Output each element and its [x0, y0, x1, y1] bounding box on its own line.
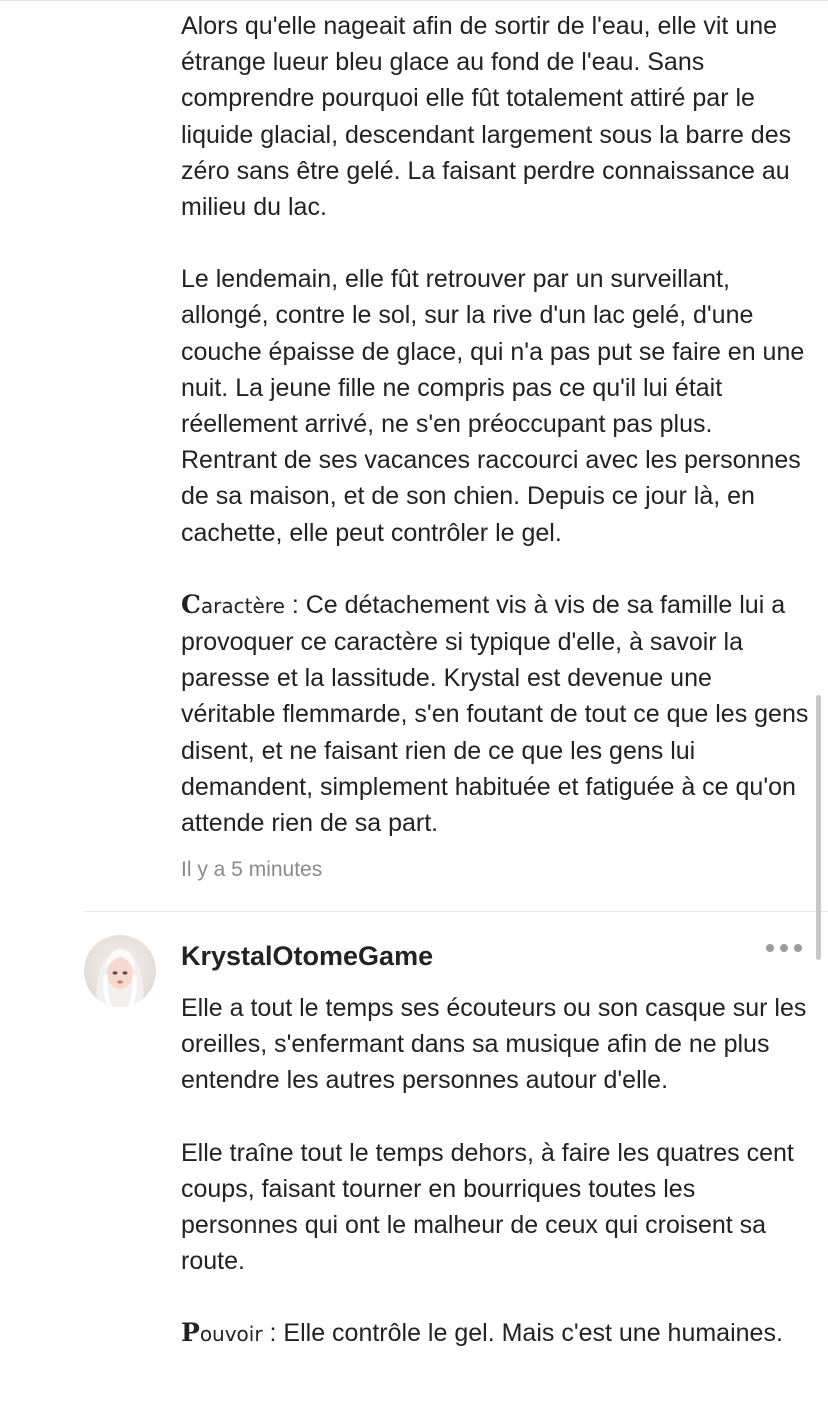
- dot: [794, 944, 802, 952]
- scrollbar-thumb[interactable]: [816, 695, 821, 960]
- comment-paragraph: Elle a tout le temps ses écouteurs ou son casque sur les oreilles, s'enfermant dans sa musique afin de ne plus entendre les autres personnes autour d'elle.: [181, 994, 807, 1095]
- dot: [780, 944, 788, 952]
- more-horizontal-icon[interactable]: [766, 938, 806, 958]
- comment-paragraph-caractere: Caractère : Ce détachement vis à vis de sa famille lui a provoquer ce caractère si typique d'elle, à savoir la paresse et la lassitude. Krystal est devenue une véritable flemmarde, s'en foutant de tout ce que les gens disent, et ne faisant rien de ce que les gens lui demandent, simplement habituée et fatiguée à ce qu'on attende rien de sa part.: [181, 589, 809, 838]
- comment-username[interactable]: KrystalOtomeGame: [181, 941, 434, 971]
- top-border: [0, 0, 828, 1]
- comment-timestamp: Il y a 5 minutes: [181, 858, 323, 881]
- dot: [766, 944, 774, 952]
- caractere-label: Caractère: [181, 589, 285, 619]
- comment-divider: [84, 911, 828, 912]
- comment-body: [181, 990, 811, 1353]
- comment-paragraph: Elle traîne tout le temps dehors, à faire les quatres cent coups, faisant tourner en bourriques toutes les personnes qui ont le malheur de ceux qui croisent sa route.: [181, 1138, 794, 1276]
- comment-body: [181, 8, 811, 841]
- pouvoir-label: Pouvoir: [181, 1318, 263, 1348]
- comment-paragraph: Le lendemain, elle fût retrouver par un surveillant, allongé, contre le sol, sur la rive d'un lac gelé, d'une couche épaisse de glace, qui n'a pas put se faire en une nuit. La jeune fille ne compris pas ce qu'il lui était réellement arrivé, ne s'en préoccupant pas plus. Rentrant de ses vacances raccourci avec les personnes de sa maison, et de son chien. Depuis ce jour là, en cachette, elle peut contrôler le gel.: [181, 265, 805, 547]
- comment-paragraph-pouvoir: Pouvoir : Elle contrôle le gel. Mais c'est une humaines.: [181, 1318, 783, 1348]
- comment-paragraph: Alors qu'elle nageait afin de sortir de l'eau, elle vit une étrange lueur bleu glace au fond de l'eau. Sans comprendre pourquoi elle fût totalement attiré par le liquide glacial, descendant largement sous la barre des zéro sans être gelé. La faisant perdre connaissance au milieu du lac.: [181, 12, 792, 222]
- user-avatar-icon[interactable]: [84, 935, 156, 1007]
